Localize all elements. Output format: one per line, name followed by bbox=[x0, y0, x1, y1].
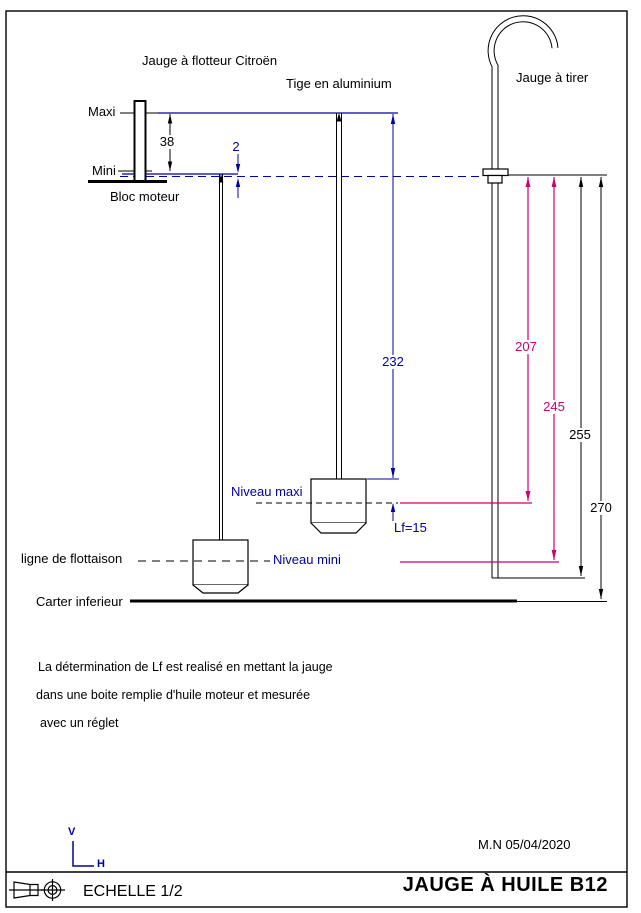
dim-232-group bbox=[367, 114, 399, 479]
drawing-title: JAUGE À HUILE B12 bbox=[402, 874, 608, 896]
dim-value-207: 207 bbox=[515, 339, 537, 354]
dim-255-group bbox=[579, 177, 583, 576]
label-jauge-tirer: Jauge à tirer bbox=[516, 70, 589, 85]
dim-value-232: 232 bbox=[382, 354, 404, 369]
projection-symbol-icon bbox=[9, 879, 65, 901]
label-carter-inferieur: Carter inferieur bbox=[36, 594, 123, 609]
dim-value-lf: Lf=15 bbox=[394, 520, 427, 535]
float-citroen bbox=[193, 540, 248, 585]
float-aluminium-chamfer bbox=[311, 523, 366, 533]
dim-value-270: 270 bbox=[590, 500, 612, 515]
float-rod-aluminium bbox=[337, 113, 342, 479]
label-jauge-flotteur: Jauge à flotteur Citroën bbox=[142, 53, 278, 68]
float-rod-citroen bbox=[220, 174, 223, 540]
page-border bbox=[6, 11, 627, 907]
dim-value-245: 245 bbox=[543, 399, 565, 414]
dim-value-255: 255 bbox=[569, 427, 591, 442]
note-line-2: dans une boite remplie d'huile moteur et mesurée bbox=[36, 688, 311, 702]
label-niveau-mini: Niveau mini bbox=[273, 552, 341, 567]
author-date: M.N 05/04/2020 bbox=[478, 837, 571, 852]
dim-245-group bbox=[552, 177, 557, 560]
label-ligne-flottaison: ligne de flottaison bbox=[21, 551, 123, 566]
dim-270-group bbox=[599, 177, 603, 599]
pull-gauge-collar-body bbox=[488, 176, 502, 184]
label-bloc-moteur: Bloc moteur bbox=[110, 189, 180, 204]
label-maxi: Maxi bbox=[88, 104, 116, 119]
axis-v-label: V bbox=[68, 826, 76, 838]
float-gauge-handle bbox=[135, 101, 146, 181]
vh-axis-icon bbox=[73, 841, 94, 866]
axis-h-label: H bbox=[97, 858, 105, 870]
dim-value-2: 2 bbox=[232, 139, 240, 154]
label-tige-aluminium: Tige en aluminium bbox=[286, 76, 392, 91]
label-mini: Mini bbox=[92, 163, 116, 178]
pull-gauge-collar-flange bbox=[483, 169, 508, 176]
rod-tip-arrow-aluminium bbox=[337, 113, 342, 122]
scale-label: ECHELLE 1/2 bbox=[83, 883, 183, 900]
pull-gauge-tube bbox=[491, 19, 555, 578]
note-line-3: avec un réglet bbox=[40, 716, 119, 730]
label-niveau-maxi: Niveau maxi bbox=[231, 484, 303, 499]
note-line-1: La détermination de Lf est realisé en mettant la jauge bbox=[38, 660, 333, 674]
dim-value-38: 38 bbox=[159, 134, 175, 149]
float-aluminium bbox=[311, 479, 366, 523]
float-citroen-chamfer bbox=[193, 585, 248, 593]
